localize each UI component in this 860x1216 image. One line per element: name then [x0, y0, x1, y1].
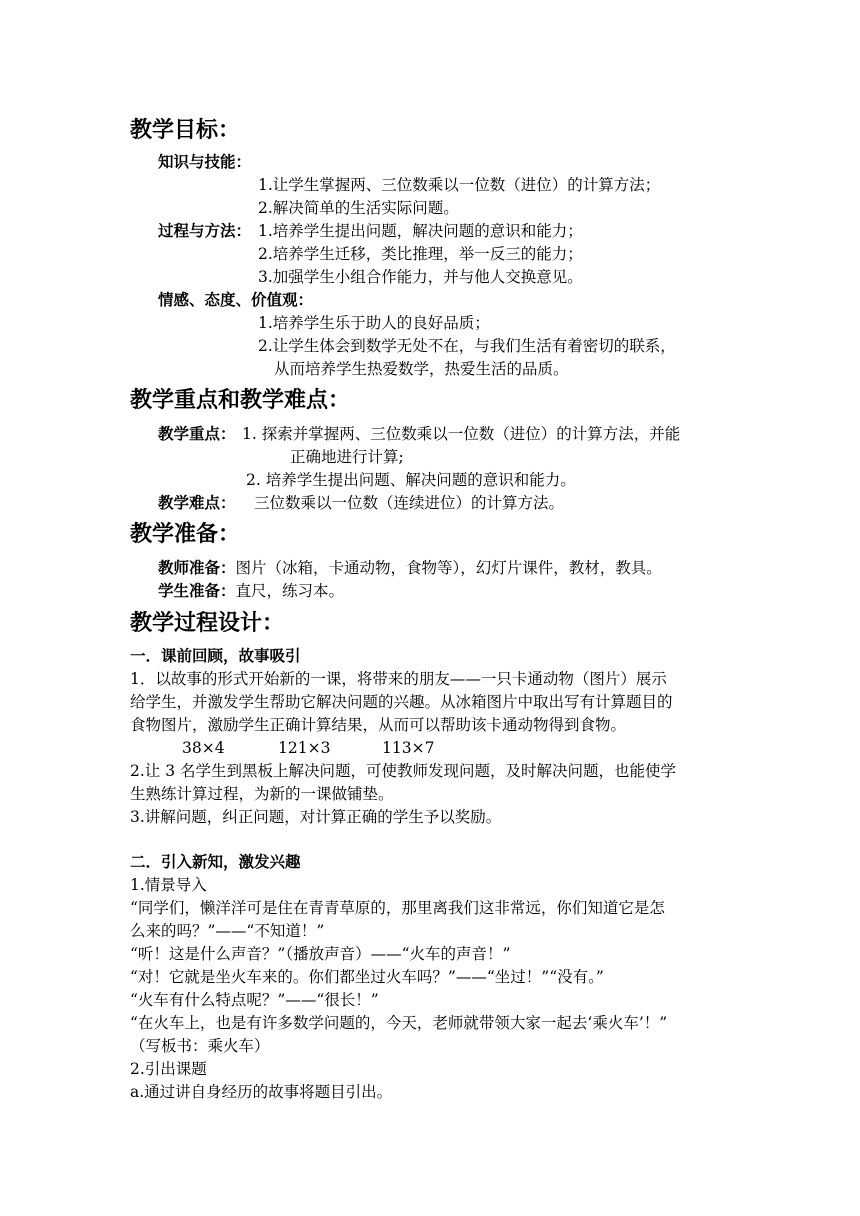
process-label: 过程与方法： — [158, 222, 252, 240]
emotion-label: 情感、态度、价值观： — [158, 291, 314, 309]
knowledge-label: 知识与技能： — [158, 153, 252, 171]
part1-p2-line1: 2.让 3 名学生到黑板上解决问题，可使教师发现问题，及时解决问题，也能使学 — [130, 762, 677, 780]
focus-item-1-cont: 正确地进行计算; — [290, 448, 404, 466]
part2-a-item: a.通过讲自身经历的故事将题目引出。 — [130, 1083, 393, 1101]
dialog-line-5: “火车有什么特点呢？”——“很长！” — [130, 991, 379, 1009]
process-item-2: 2.培养学生迁移，类比推理，举一反三的能力； — [258, 245, 583, 263]
dialog-line-3: “听！这是什么声音？”（播放声音）——“火车的声音！” — [130, 945, 511, 963]
part1-p1-line3: 食物图片，激励学生正确计算结果，从而可以帮助该卡通动物得到食物。 — [130, 716, 627, 734]
expr-3: 113×7 — [382, 739, 435, 757]
emotion-item-2-cont: 从而培养学生热爱数学，热爱生活的品质。 — [274, 360, 569, 378]
dialog-line-2: 么来的吗？”——“不知道！” — [130, 922, 325, 940]
part1-title: 一．课前回顾，故事吸引 — [130, 647, 301, 665]
process-item-3: 3.加强学生小组合作能力，并与他人交换意见。 — [258, 268, 583, 286]
key-points-heading: 教学重点和教学难点： — [130, 388, 351, 413]
dialog-line-7: （写板书：乘火车） — [130, 1037, 270, 1055]
focus-item-1: 1. 探索并掌握两、三位数乘以一位数（进位）的计算方法，并能 — [242, 425, 681, 443]
objectives-heading: 教学目标： — [130, 118, 241, 143]
part1-p3: 3.讲解问题，纠正问题，对计算正确的学生予以奖励。 — [130, 808, 502, 826]
part1-p2-line2: 生熟练计算过程，为新的一课做铺垫。 — [130, 785, 394, 803]
process-design-heading: 教学过程设计： — [130, 611, 285, 636]
expr-2: 121×3 — [278, 739, 331, 757]
dialog-line-6: “在火车上，也是有许多数学问题的，今天，老师就带领大家一起去‘乘火车’！” — [130, 1014, 668, 1032]
emotion-item-2: 2.让学生体会到数学无处不在，与我们生活有着密切的联系， — [258, 337, 676, 355]
dialog-line-1: “同学们，懒洋洋可是住在青青草原的，那里离我们这非常远，你们知道它是怎 — [130, 899, 665, 917]
part2-title: 二．引入新知，激发兴趣 — [130, 853, 301, 871]
process-item-1: 1.培养学生提出问题，解决问题的意识和能力； — [258, 222, 583, 240]
expr-1: 38×4 — [182, 739, 225, 757]
part2-sub2: 2.引出课题 — [130, 1060, 207, 1078]
knowledge-item-2: 2.解决简单的生活实际问题。 — [258, 199, 459, 217]
teacher-prep-text: 图片（冰箱，卡通动物，食物等），幻灯片课件，教材，教具。 — [235, 559, 662, 577]
dialog-line-4: “对！它就是坐火车来的。你们都坐过火车吗？”——“坐过！”“没有。” — [130, 968, 604, 986]
student-prep-text: 直尺，练习本。 — [235, 582, 345, 600]
focus-label: 教学重点： — [158, 425, 236, 443]
difficulty-label: 教学难点： — [158, 494, 236, 512]
part1-p1-line1: 1．以故事的形式开始新的一课，将带来的朋友——一只卡通动物（图片）展示 — [130, 670, 667, 688]
difficulty-text: 三位数乘以一位数（连续进位）的计算方法。 — [254, 494, 565, 512]
student-prep — [158, 580, 344, 602]
student-prep-label: 学生准备： — [158, 582, 236, 600]
emotion-item-1: 1.培养学生乐于助人的良好品质； — [258, 314, 490, 332]
knowledge-item-1: 1.让学生掌握两、三位数乘以一位数（进位）的计算方法； — [258, 176, 661, 194]
part2-sub1: 1.情景导入 — [130, 876, 207, 894]
focus-item-2: 2. 培养学生提出问题、解决问题的意识和能力。 — [246, 471, 576, 489]
part1-p1-line2: 给学生，并激发学生帮助它解决问题的兴趣。从冰箱图片中取出写有计算题目的 — [130, 693, 673, 711]
teacher-prep — [158, 557, 662, 579]
teacher-prep-label: 教师准备： — [158, 559, 236, 577]
preparation-heading: 教学准备： — [130, 522, 241, 547]
